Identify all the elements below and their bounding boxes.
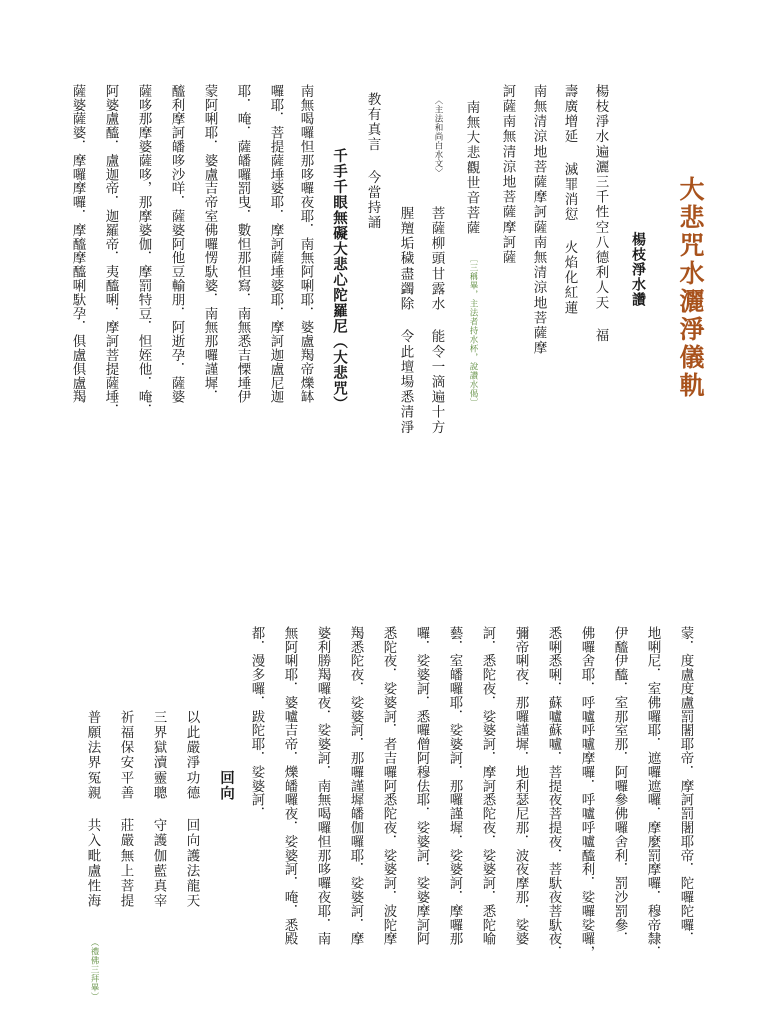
dedication-line: 普願法界冤親 共入毗盧性海 [84,710,101,909]
mantra-line: 蒙．度盧度盧罰闍耶帝．摩訶罰闍耶帝．陀囉陀囉． [677,626,694,946]
gatha-note: 〈主法和尚白水文〉 [433,96,443,177]
mantra-line: 蒙阿唎耶．婆盧吉帝室佛囉愣馱婆．南無那囉謹墀． [201,84,218,404]
mantra-line: 醯利摩訶皤哆沙咩．薩婆阿他豆輸朋．阿逝孕．薩婆 [168,84,185,404]
mantra-line: 伊醯伊醯．室那室那．阿囉參佛囉舍利．罰沙罰參． [611,626,628,946]
prostration-note: （禮佛三拜畢） [89,938,99,1001]
verse-line: 訶薩南無清涼地菩薩摩訶薩 [499,84,516,266]
mantra-line: 佛囉舍耶．呼嚧呼嚧摩囉．呼嚧呼嚧醯利．娑囉娑囉， [578,626,595,960]
mantra-line: 薩婆薩婆．摩囉摩囉．摩醯摩醯唎馱孕．俱盧俱盧羯 [69,84,86,404]
mantra-line: 悉唎悉唎．蘇嚧蘇嚧．菩提夜菩提夜．菩馱夜菩馱夜． [545,626,562,960]
page-title: 大悲咒水灑淨儀軌 [676,176,705,400]
verse-line: 壽廣增延 滅罪消愆 火焰化紅蓮 [561,84,578,316]
mantra-line: 囉耶．菩提薩埵婆耶．摩訶薩埵婆耶．摩訶迦盧尼迦 [267,84,284,404]
mantra-line: 囉．娑婆訶．悉囉僧阿穆佉耶．娑婆訶．娑婆摩訶阿 [413,626,430,946]
dedication-heading: 回向 [218,770,235,801]
mantra-intro: 教有真言 今當持誦 [364,92,381,231]
bodhisattva-name: 南無大悲觀世音菩薩 [463,100,480,236]
mantra-line: 南無喝囉怛那哆囉夜耶．南無阿唎耶．婆盧羯帝爍缽 [297,84,314,404]
gatha-line: 菩薩柳頭甘露水 能令一滴遍十方 [428,206,445,435]
mantra-line: 地唎尼．室佛囉耶．遮囉遮囉．摩麼罰摩囉．穆帝隸． [644,626,661,960]
section-heading-yangzhi: 楊枝淨水讚 [630,232,646,307]
dedication-line: 祈福保安平善 莊嚴無上菩提 [117,710,134,909]
mantra-heading: 千手千眼無礙大悲心陀羅尼（大悲咒） [331,148,348,412]
dedication-line: 以此嚴淨功德 回向護法龍天 [183,710,200,909]
mantra-line: 都．漫多囉．跋陀耶．娑婆訶． [248,626,265,821]
verse-line: 楊枝淨水遍灑三千性空八德利人天 福 [592,84,609,344]
mantra-line: 薩哆那摩婆薩哆，那摩婆伽．摩罰特豆．怛姪他．唵． [135,84,152,418]
mantra-line: 婆利勝羯囉夜．娑婆訶．南無喝囉怛那哆囉夜耶．南 [314,626,331,946]
dedication-line: 三界獄瀆靈聰 守護伽藍真宰 [150,710,167,909]
mantra-line: 悉陀夜．娑婆訶．者吉囉阿悉陀夜．娑婆訶．波陀摩 [380,626,397,946]
mantra-line: 阿婆盧醯．盧迦帝．迦羅帝．夷醯唎．摩訶菩提薩埵． [102,84,119,418]
mantra-line: 羯悉陀夜．娑婆訶．那囉謹墀皤伽囉耶．娑婆訶．摩 [347,626,364,946]
gatha-line: 腥羶垢穢盡蠲除 令此壇場悉清淨 [397,206,414,435]
mantra-line: 訶．悉陀夜．娑婆訶．摩訶悉陀夜．娑婆訶．悉陀喻 [479,626,496,946]
verse-line: 南無清涼地菩薩摩訶薩南無清涼地菩薩摩 [530,84,547,356]
mantra-line: 耶．唵．薩皤囉罰曳．數怛那怛寫．南無悉吉慄埵伊 [234,84,251,404]
recitation-note: 〔三稱畢，主法者持水杯，說讚水偈〕 [468,254,478,407]
mantra-line: 彌帝唎夜．那囉謹墀．地利瑟尼那．波夜摩那．娑婆 [512,626,529,946]
mantra-line: 無阿唎耶．婆嚧吉帝．爍皤囉夜．娑婆訶．唵．悉殿 [281,626,298,946]
mantra-line: 藝．室皤囉耶．娑婆訶．那囉謹墀．娑婆訶．摩囉那 [446,626,463,946]
